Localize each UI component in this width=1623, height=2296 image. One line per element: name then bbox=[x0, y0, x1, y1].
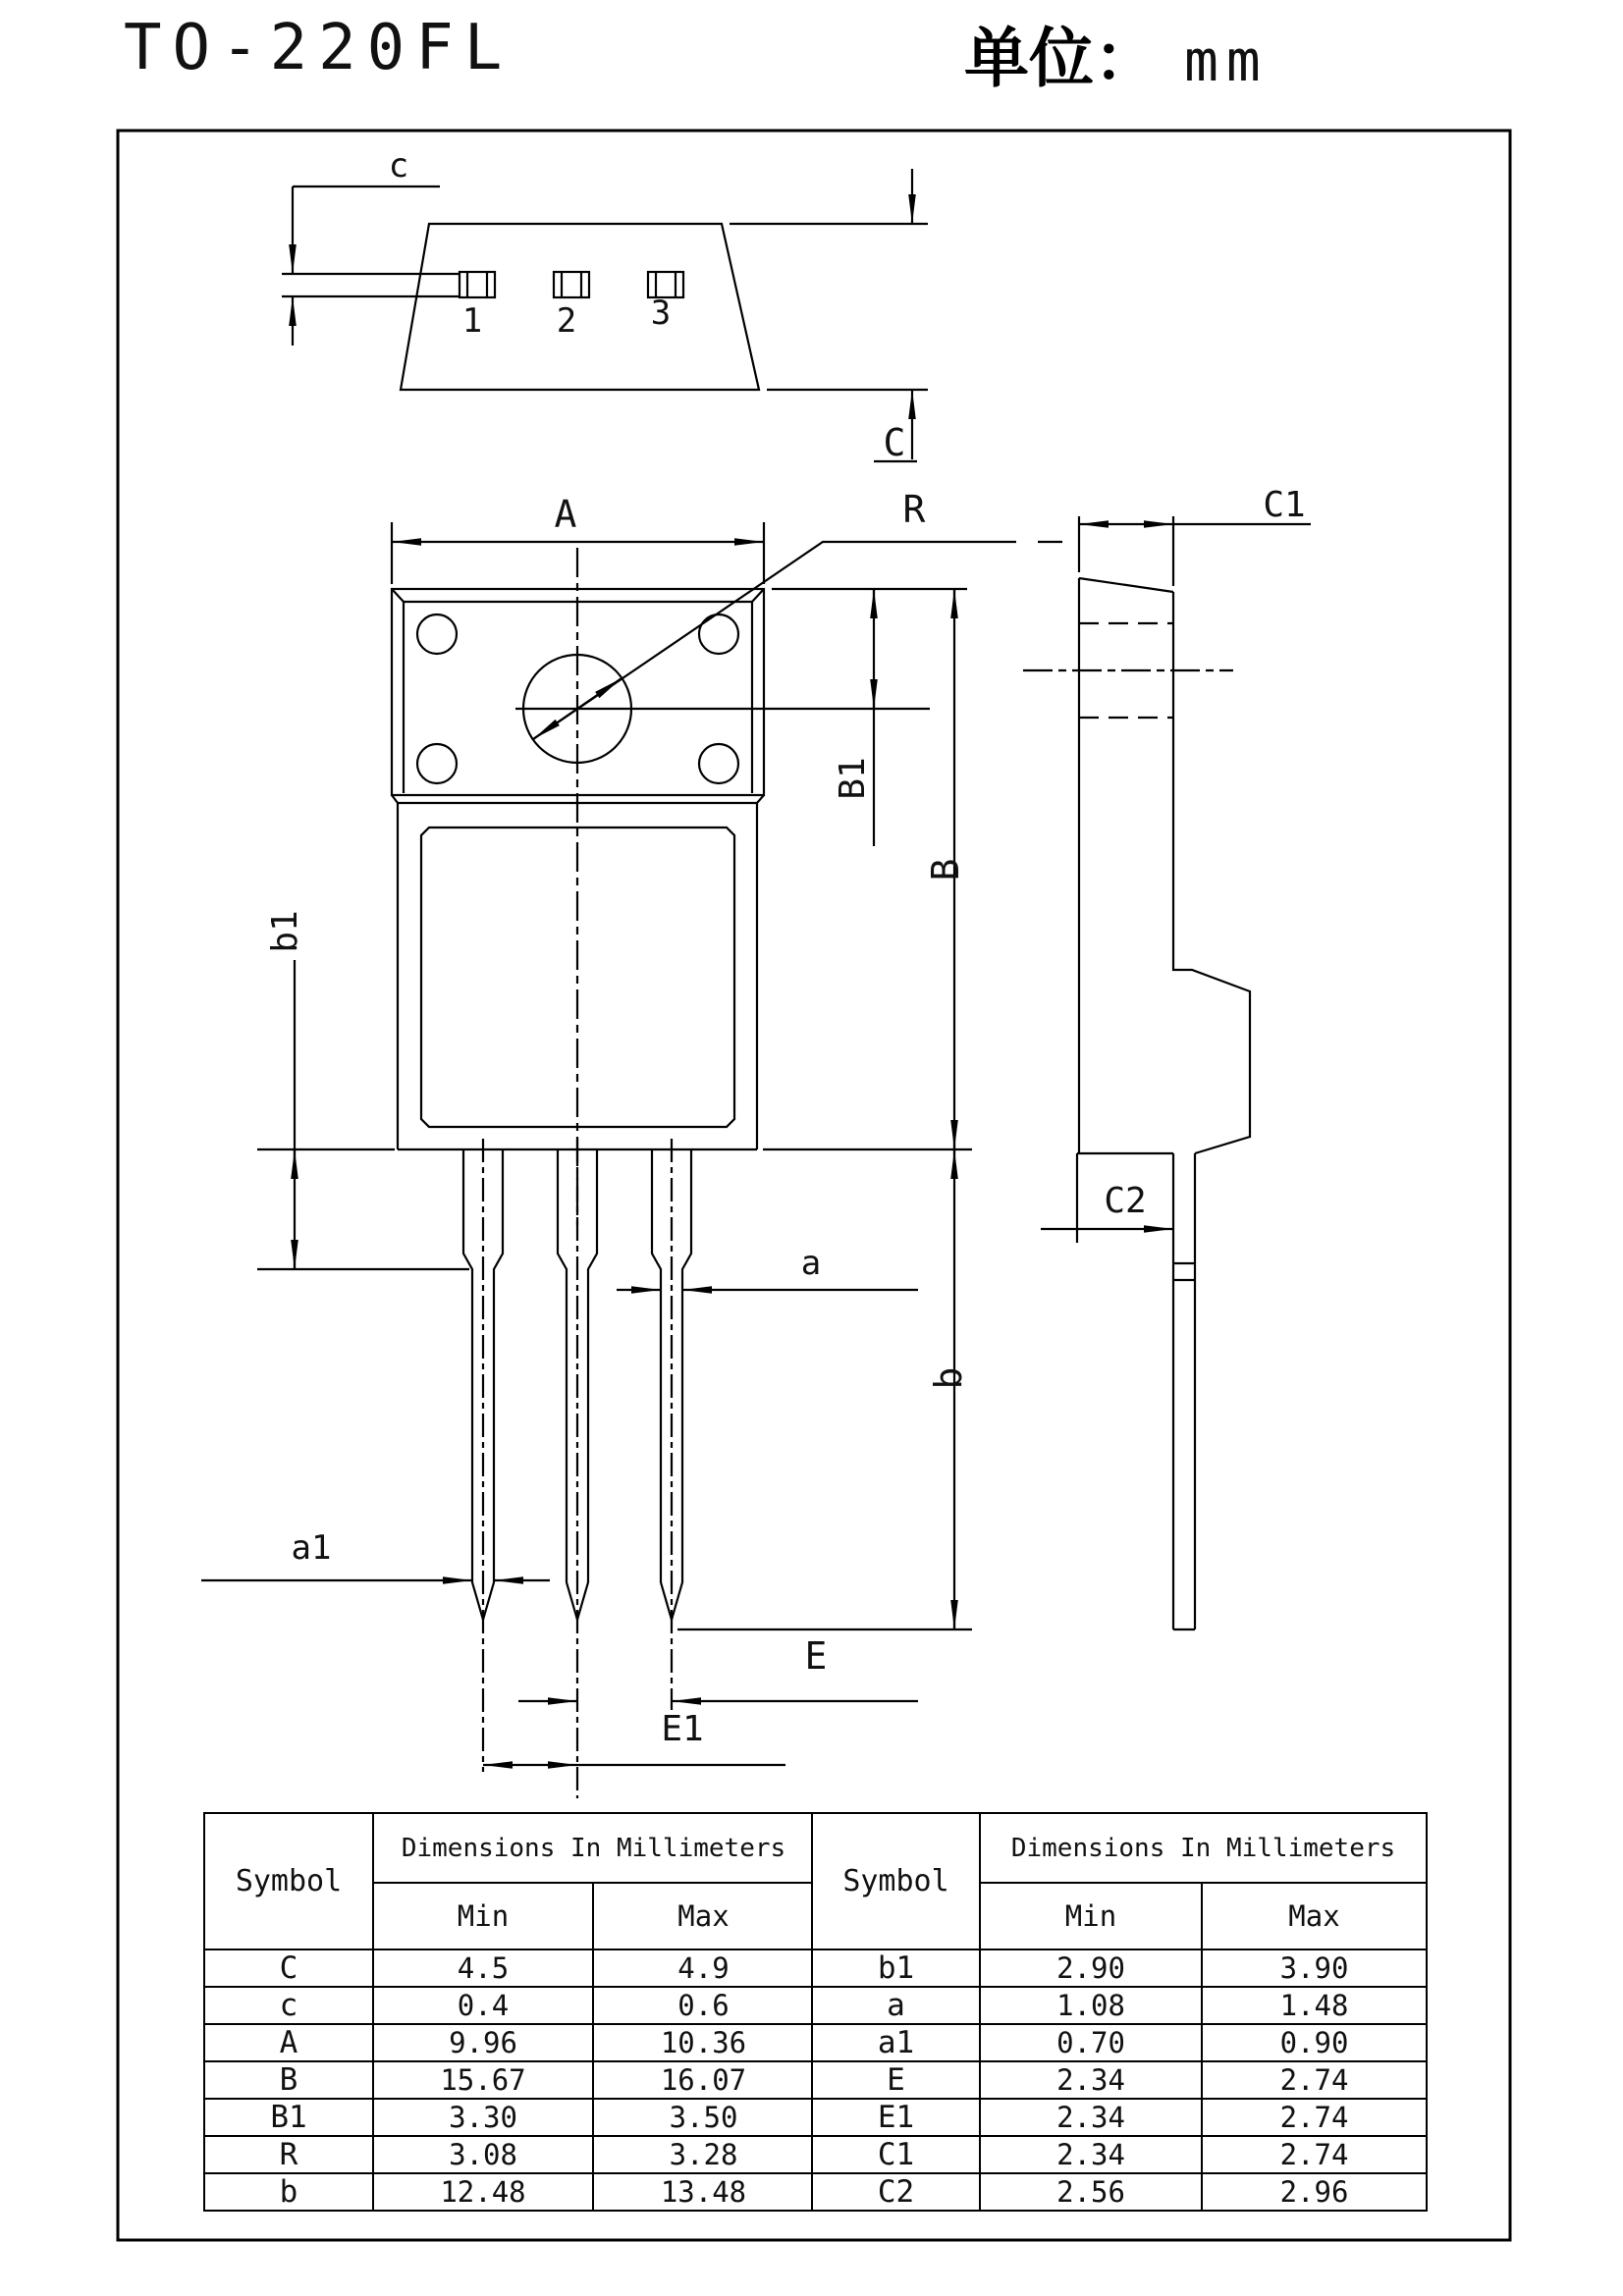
symbol-cell: R bbox=[204, 2136, 373, 2173]
max-cell: 3.90 bbox=[1202, 1949, 1427, 1987]
max-header: Max bbox=[1202, 1883, 1427, 1949]
symbol-cell: C2 bbox=[812, 2173, 980, 2211]
table-row bbox=[204, 2024, 814, 2061]
symbol-cell: E bbox=[812, 2061, 980, 2099]
min-cell: 9.96 bbox=[373, 2024, 593, 2061]
max-cell: 10.36 bbox=[593, 2024, 814, 2061]
min-cell: 1.08 bbox=[980, 1987, 1202, 2024]
min-cell: 4.5 bbox=[373, 1949, 593, 1987]
min-header: Min bbox=[980, 1883, 1202, 1949]
table-row bbox=[204, 2061, 814, 2099]
table-row bbox=[812, 1949, 1427, 1987]
min-cell: 12.48 bbox=[373, 2173, 593, 2211]
min-cell: 2.34 bbox=[980, 2061, 1202, 2099]
unit-value: mm bbox=[1184, 27, 1269, 94]
symbol-cell: a bbox=[812, 1987, 980, 2024]
side-view bbox=[1023, 516, 1311, 1629]
dim-label-B: B bbox=[924, 858, 967, 881]
min-cell: 3.08 bbox=[373, 2136, 593, 2173]
pin-number-1: 1 bbox=[461, 301, 483, 341]
table-row bbox=[204, 2136, 814, 2173]
page-title: TO-220FL bbox=[124, 12, 514, 84]
symbol-cell: B bbox=[204, 2061, 373, 2099]
min-cell: 0.4 bbox=[373, 1987, 593, 2024]
dim-label-E: E bbox=[804, 1634, 828, 1678]
max-cell: 3.28 bbox=[593, 2136, 814, 2173]
dim-label-C1: C1 bbox=[1263, 485, 1306, 525]
table-row bbox=[204, 1987, 814, 2024]
pin-number-2: 2 bbox=[556, 301, 577, 341]
dim-label-b: b bbox=[927, 1366, 970, 1390]
symbol-header: Symbol bbox=[204, 1813, 373, 1949]
front-view bbox=[201, 522, 1062, 1798]
symbol-cell: c bbox=[204, 1987, 373, 2024]
max-cell: 16.07 bbox=[593, 2061, 814, 2099]
min-cell: 2.90 bbox=[980, 1949, 1202, 1987]
table-row bbox=[812, 2024, 1427, 2061]
dimensions-header: Dimensions In Millimeters bbox=[373, 1813, 814, 1883]
max-cell: 2.74 bbox=[1202, 2136, 1427, 2173]
table-row bbox=[204, 2173, 814, 2211]
dim-label-E1: E1 bbox=[661, 1709, 704, 1749]
dim-label-A: A bbox=[554, 493, 577, 536]
dim-label-C: C bbox=[883, 421, 906, 464]
max-cell: 0.6 bbox=[593, 1987, 814, 2024]
symbol-cell: a1 bbox=[812, 2024, 980, 2061]
pin-number-3: 3 bbox=[650, 294, 672, 333]
min-cell: 15.67 bbox=[373, 2061, 593, 2099]
top-view bbox=[282, 169, 928, 464]
table-row bbox=[812, 2061, 1427, 2099]
min-cell: 2.34 bbox=[980, 2136, 1202, 2173]
max-cell: 0.90 bbox=[1202, 2024, 1427, 2061]
dimension-table-right bbox=[811, 1812, 1428, 2212]
max-cell: 2.74 bbox=[1202, 2061, 1427, 2099]
max-cell: 2.74 bbox=[1202, 2099, 1427, 2136]
dim-label-a: a bbox=[800, 1244, 822, 1283]
unit-prefix: 单位： bbox=[964, 20, 1159, 96]
table-row bbox=[812, 2136, 1427, 2173]
symbol-cell: A bbox=[204, 2024, 373, 2061]
dim-label-b1: b1 bbox=[265, 910, 305, 953]
symbol-cell: B1 bbox=[204, 2099, 373, 2136]
table-row bbox=[812, 1987, 1427, 2024]
max-cell: 3.50 bbox=[593, 2099, 814, 2136]
table-row bbox=[204, 2099, 814, 2136]
min-cell: 2.56 bbox=[980, 2173, 1202, 2211]
dim-label-C2: C2 bbox=[1104, 1181, 1147, 1221]
max-cell: 2.96 bbox=[1202, 2173, 1427, 2211]
table-row bbox=[812, 2099, 1427, 2136]
dimension-table-left bbox=[203, 1812, 815, 2212]
max-cell: 4.9 bbox=[593, 1949, 814, 1987]
max-cell: 1.48 bbox=[1202, 1987, 1427, 2024]
symbol-cell: b1 bbox=[812, 1949, 980, 1987]
symbol-cell: E1 bbox=[812, 2099, 980, 2136]
min-header: Min bbox=[373, 1883, 593, 1949]
dim-label-a1: a1 bbox=[291, 1528, 332, 1568]
symbol-cell: b bbox=[204, 2173, 373, 2211]
min-cell: 2.34 bbox=[980, 2099, 1202, 2136]
symbol-cell: C bbox=[204, 1949, 373, 1987]
min-cell: 3.30 bbox=[373, 2099, 593, 2136]
dim-label-c: c bbox=[388, 146, 409, 186]
dimensions-header: Dimensions In Millimeters bbox=[980, 1813, 1427, 1883]
symbol-cell: C1 bbox=[812, 2136, 980, 2173]
dim-label-B1: B1 bbox=[833, 757, 873, 800]
table-row bbox=[812, 2173, 1427, 2211]
max-cell: 13.48 bbox=[593, 2173, 814, 2211]
min-cell: 0.70 bbox=[980, 2024, 1202, 2061]
symbol-header: Symbol bbox=[812, 1813, 980, 1949]
max-header: Max bbox=[593, 1883, 814, 1949]
dim-label-R: R bbox=[902, 488, 926, 531]
table-row bbox=[204, 1949, 814, 1987]
